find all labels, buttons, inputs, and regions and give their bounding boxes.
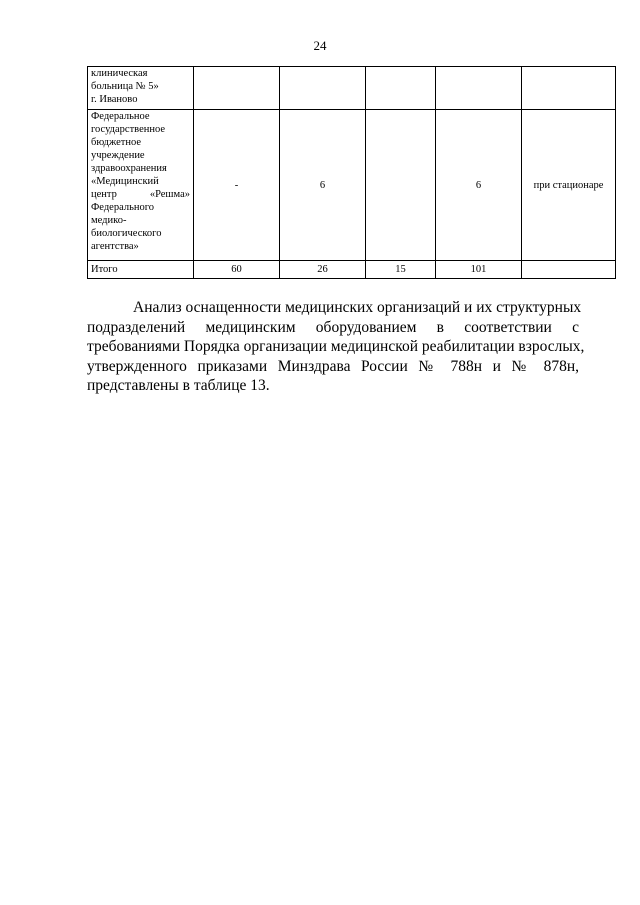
table-cell	[522, 67, 616, 110]
table-cell	[280, 67, 366, 110]
facility-name-line: Федеральное	[91, 111, 150, 122]
facility-name-line: центр «Решма»	[91, 189, 190, 200]
facility-name-line: клиническая	[91, 68, 148, 79]
facility-name-cell	[88, 110, 194, 261]
paragraph-line: Анализ оснащенности медицинских организаций и их структурных	[133, 299, 582, 316]
facility-name-line: «Медицинский	[91, 176, 159, 187]
facility-name-line: больница № 5»	[91, 81, 159, 92]
facility-name-line: здравоохранения	[91, 163, 167, 174]
table-cell	[436, 67, 522, 110]
table-cell: 15	[366, 261, 436, 279]
table-cell: 6	[280, 110, 366, 261]
table-cell	[366, 110, 436, 261]
table-cell: 101	[436, 261, 522, 279]
table-cell: 60	[194, 261, 280, 279]
table-cell	[366, 67, 436, 110]
table-row	[88, 67, 616, 110]
facility-name-line: Федерального	[91, 202, 155, 213]
table-cell	[194, 67, 280, 110]
facility-name-line: учреждение	[91, 150, 145, 161]
paragraph-line: утвержденного приказами Минздрава России № 788н и № 878н,	[87, 357, 579, 375]
table-cell: 26	[280, 261, 366, 279]
facility-name-line: медико-	[91, 215, 127, 226]
table-cell: при стационаре	[522, 110, 616, 261]
page-number: 24	[313, 38, 327, 53]
table-cell: 6	[436, 110, 522, 261]
paragraph-line: подразделений медицинским оборудованием в соответствии с	[87, 318, 579, 336]
paragraph-line: требованиями Порядка организации медицинской реабилитации взрослых,	[87, 338, 585, 355]
table-cell: -	[194, 110, 280, 261]
facility-name-line: биологического	[91, 228, 162, 239]
table-cell	[522, 261, 616, 279]
table-row	[88, 110, 616, 261]
paragraph-line: представлены в таблице 13.	[87, 377, 270, 394]
table-total-row	[88, 261, 616, 279]
facility-name-line: бюджетное	[91, 137, 142, 148]
facility-name-line: государственное	[91, 124, 166, 135]
facility-name-cell	[88, 67, 194, 110]
facilities-table	[87, 66, 616, 279]
total-label-cell: Итого	[88, 261, 194, 279]
facility-name-line: г. Иваново	[91, 94, 138, 105]
body-paragraph	[87, 298, 585, 396]
facility-name-line: агентства»	[91, 241, 139, 252]
